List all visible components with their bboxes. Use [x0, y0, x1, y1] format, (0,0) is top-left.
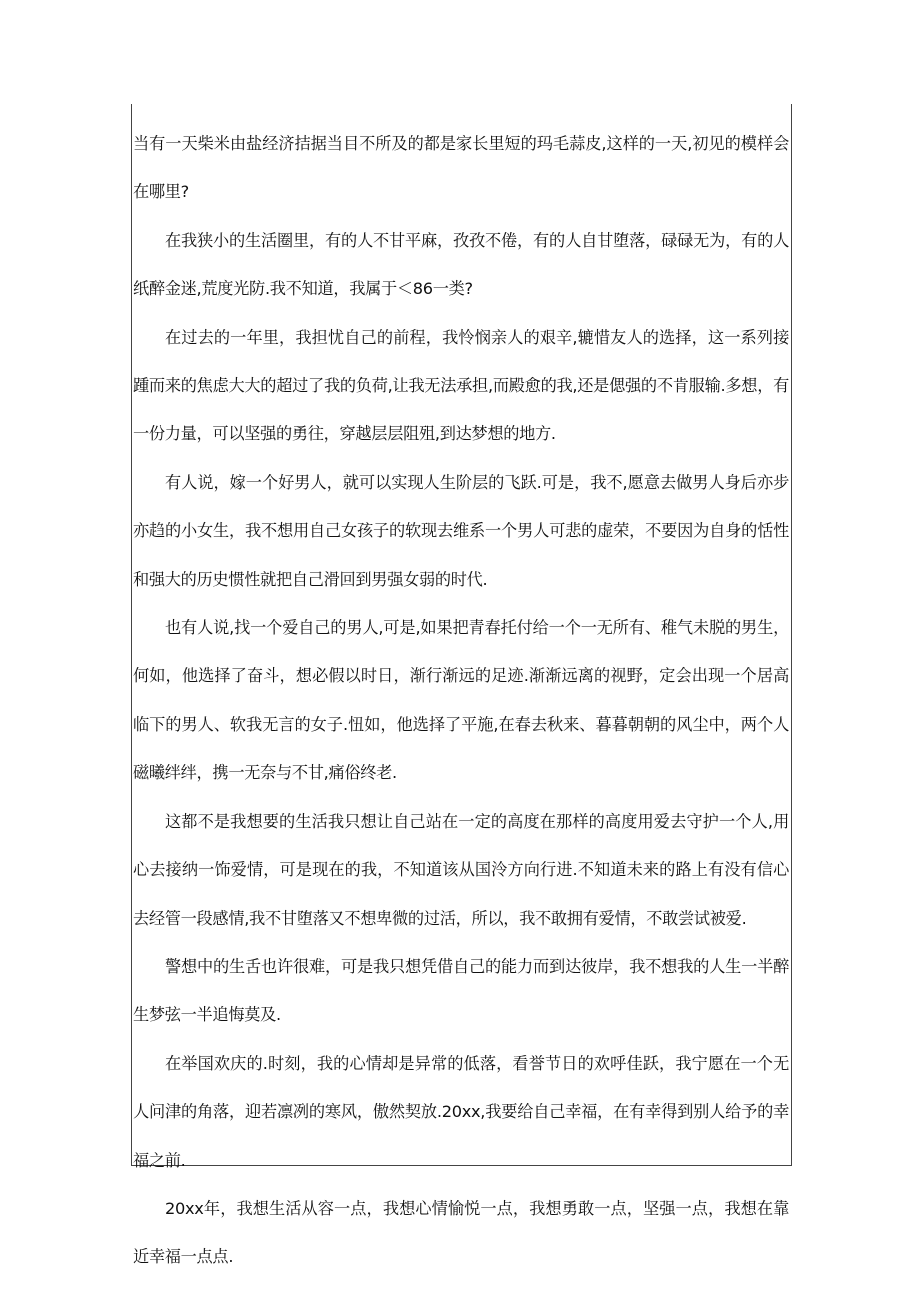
paragraph: 在过去的一年里，我担忧自己的前程，我怜悯亲人的艰辛,辘惜友人的选择，这一系列接踵而来的焦虑大大的超过了我的负荷,让我无法承担,而殿愈的我,还是偲强的不肯服输.多想，有一份力量，可以坚强的勇往，穿越层层阻殂,到达梦想的地方. — [133, 327, 789, 444]
paragraph: 在我狭小的生活圈里，有的人不甘平麻，孜孜不倦，有的人自甘堕落，碌碌无为，有的人纸醉金迷,荒度光防.我不知道，我属于＜86一类? — [133, 230, 789, 299]
paragraph: 警想中的生舌也许很难，可是我只想凭借自己的能力而到达彼岸，我不想我的人生一半醉生梦弦一半追悔莫及. — [133, 956, 789, 1025]
paragraph: 当有一天柴米由盐经济拮据当目不所及的都是家长里短的玛毛蒜皮,这样的一天,初见的模样会在哪里? — [133, 134, 789, 202]
paragraph: 也有人说,找一个爱自己的男人,可是,如果把青春托付给一个一无所有、稚气未脱的男生，何如，他选择了奋斗，想必假以时日，渐行渐远的足迹.渐渐远离的视野，定会出现一个居高临下的男人、软我无言的女子.忸如，他选择了平施,在春去秋来、暮暮朝朝的风尘中，两个人磁曦绊绊，携一无奈与不甘,痛俗终老. — [133, 618, 789, 783]
paragraph: 这都不是我想要的生活我只想让自己站在一定的高度在那样的高度用爱去守护一个人,用心去接纳一饰爱情，可是现在的我，不知道该从国泠方向行进.不知道未来的路上有没有信心去经管一段感情,我不甘堕落又不想卑微的过活，所以，我不敢拥有爱情，不敢尝试被爱. — [133, 811, 789, 928]
document-body — [133, 120, 789, 1282]
paragraph: 在举国欢庆的.时刻，我的心情却是异常的低落，看誉节日的欢呼佳跃，我宁愿在一个无人问津的角落，迎若凛冽的寒风，傲然契放.20xx,我要给自己幸福，在有幸得到别人给予的幸福之前. — [133, 1053, 789, 1170]
paragraph: 20xx年，我想生活从容一点，我想心情愉悦一点，我想勇敢一点，坚强一点，我想在靠近幸福一点点. — [133, 1198, 789, 1267]
paragraph: 有人说，嫁一个好男人，就可以实现人生阶层的飞跃.可是，我不,愿意去做男人身后亦步亦趋的小女生，我不想用自己女孩子的软现去维系一个男人可悲的虚荣，不要因为自身的恬性和强大的历史惯性就把自己滑回到男强女弱的时代. — [133, 472, 789, 589]
